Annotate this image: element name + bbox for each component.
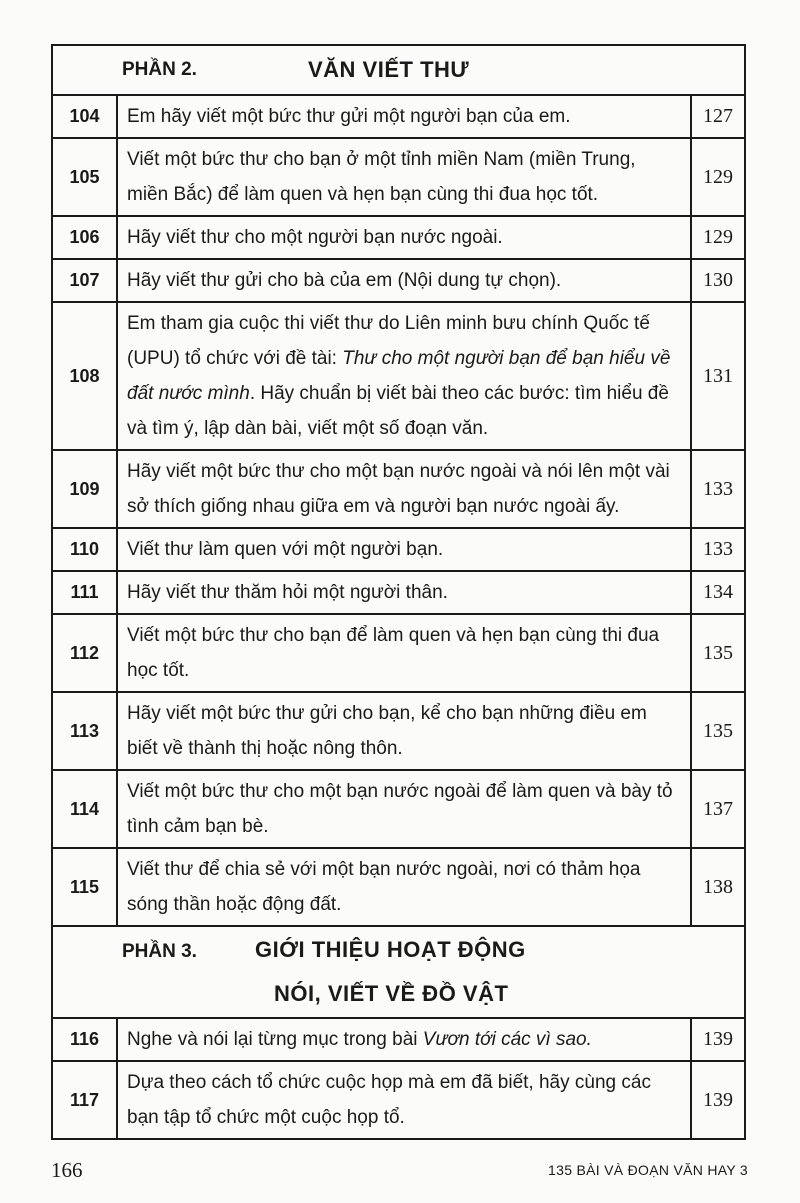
item-number: 111 — [52, 571, 117, 614]
table-row — [52, 138, 745, 216]
item-page: 127 — [691, 95, 745, 138]
item-page: 139 — [691, 1061, 745, 1139]
item-number: 107 — [52, 259, 117, 302]
item-number: 113 — [52, 692, 117, 770]
item-page: 135 — [691, 692, 745, 770]
item-number: 116 — [52, 1018, 117, 1061]
section-title-line1: GIỚI THIỆU HOẠT ĐỘNG — [255, 937, 526, 962]
table-row — [52, 1018, 745, 1061]
table-row — [52, 528, 745, 571]
item-page: 134 — [691, 571, 745, 614]
item-number: 109 — [52, 450, 117, 528]
item-title-text: Nghe và nói lại từng mục trong bài — [127, 1029, 423, 1050]
item-page: 131 — [691, 302, 745, 450]
item-page: 139 — [691, 1018, 745, 1061]
item-title: Viết một bức thư cho bạn ở một tỉnh miền Nam (miền Trung, miền Bắc) để làm quen và hẹn bạn cùng thi đua học tốt. — [117, 138, 691, 216]
item-number: 115 — [52, 848, 117, 926]
item-title: Viết một bức thư cho bạn để làm quen và hẹn bạn cùng thi đua học tốt. — [117, 614, 691, 692]
table-row — [52, 848, 745, 926]
item-title — [117, 1018, 691, 1061]
table-row — [52, 1061, 745, 1139]
footer-page-number: 166 — [51, 1158, 83, 1182]
item-page: 133 — [691, 450, 745, 528]
item-page: 130 — [691, 259, 745, 302]
table-row — [52, 770, 745, 848]
item-page: 129 — [691, 138, 745, 216]
item-title: Hãy viết một bức thư cho một bạn nước ngoài và nói lên một vài sở thích giống nhau giữa em và người bạn nước ngoài ấy. — [117, 450, 691, 528]
table-row — [52, 692, 745, 770]
table-row — [52, 614, 745, 692]
item-page: 133 — [691, 528, 745, 571]
item-title-text: . Hãy chuẩn bị viết bài theo các bước: tìm hiểu đề và tìm ý, lập dàn bài, viết một số đoạn văn. — [127, 383, 669, 439]
table-row — [52, 571, 745, 614]
table-row — [52, 450, 745, 528]
item-number: 104 — [52, 95, 117, 138]
section-header-part2 — [52, 45, 745, 95]
item-number: 112 — [52, 614, 117, 692]
item-page: 135 — [691, 614, 745, 692]
item-page: 137 — [691, 770, 745, 848]
item-title: Viết thư để chia sẻ với một bạn nước ngoài, nơi có thảm họa sóng thần hoặc động đất. — [117, 848, 691, 926]
section-title: VĂN VIẾT THƯ — [308, 57, 470, 82]
item-title-italic: Vươn tới các vì sao. — [422, 1029, 592, 1050]
item-title: Em hãy viết một bức thư gửi một người bạn của em. — [117, 95, 691, 138]
item-title: Viết một bức thư cho một bạn nước ngoài để làm quen và bày tỏ tình cảm bạn bè. — [117, 770, 691, 848]
item-title-text: Em tham gia cuộc thi viết thư do Liên minh bưu chính Quốc tế (UPU) tổ chức với đề tài: — [127, 313, 650, 369]
section-title-line2: NÓI, VIẾT VỀ ĐỒ VẬT — [274, 981, 509, 1006]
footer-book-title: 135 BÀI VÀ ĐOẠN VĂN HAY 3 — [548, 1162, 748, 1178]
item-title: Hãy viết thư thăm hỏi một người thân. — [117, 571, 691, 614]
table-row — [52, 216, 745, 259]
item-title: Hãy viết một bức thư gửi cho bạn, kể cho bạn những điều em biết về thành thị hoặc nông thôn. — [117, 692, 691, 770]
item-number: 114 — [52, 770, 117, 848]
table-row — [52, 259, 745, 302]
item-number: 105 — [52, 138, 117, 216]
section-header-part3 — [52, 926, 745, 1018]
section-label: PHẦN 3. — [122, 941, 197, 962]
item-number: 108 — [52, 302, 117, 450]
table-row — [52, 95, 745, 138]
item-number: 106 — [52, 216, 117, 259]
item-page: 129 — [691, 216, 745, 259]
table-of-contents — [51, 44, 746, 1140]
item-title-italic: Thư cho một người bạn để bạn hiểu về đất nước mình — [127, 348, 671, 404]
item-page: 138 — [691, 848, 745, 926]
item-title: Hãy viết thư gửi cho bà của em (Nội dung tự chọn). — [117, 259, 691, 302]
item-title: Dựa theo cách tổ chức cuộc họp mà em đã biết, hãy cùng các bạn tập tổ chức một cuộc họp tổ. — [117, 1061, 691, 1139]
item-title: Viết thư làm quen với một người bạn. — [117, 528, 691, 571]
item-title: Hãy viết thư cho một người bạn nước ngoài. — [117, 216, 691, 259]
item-number: 110 — [52, 528, 117, 571]
item-title — [117, 302, 691, 450]
section-label: PHẦN 2. — [122, 59, 197, 80]
table-row — [52, 302, 745, 450]
item-number: 117 — [52, 1061, 117, 1139]
